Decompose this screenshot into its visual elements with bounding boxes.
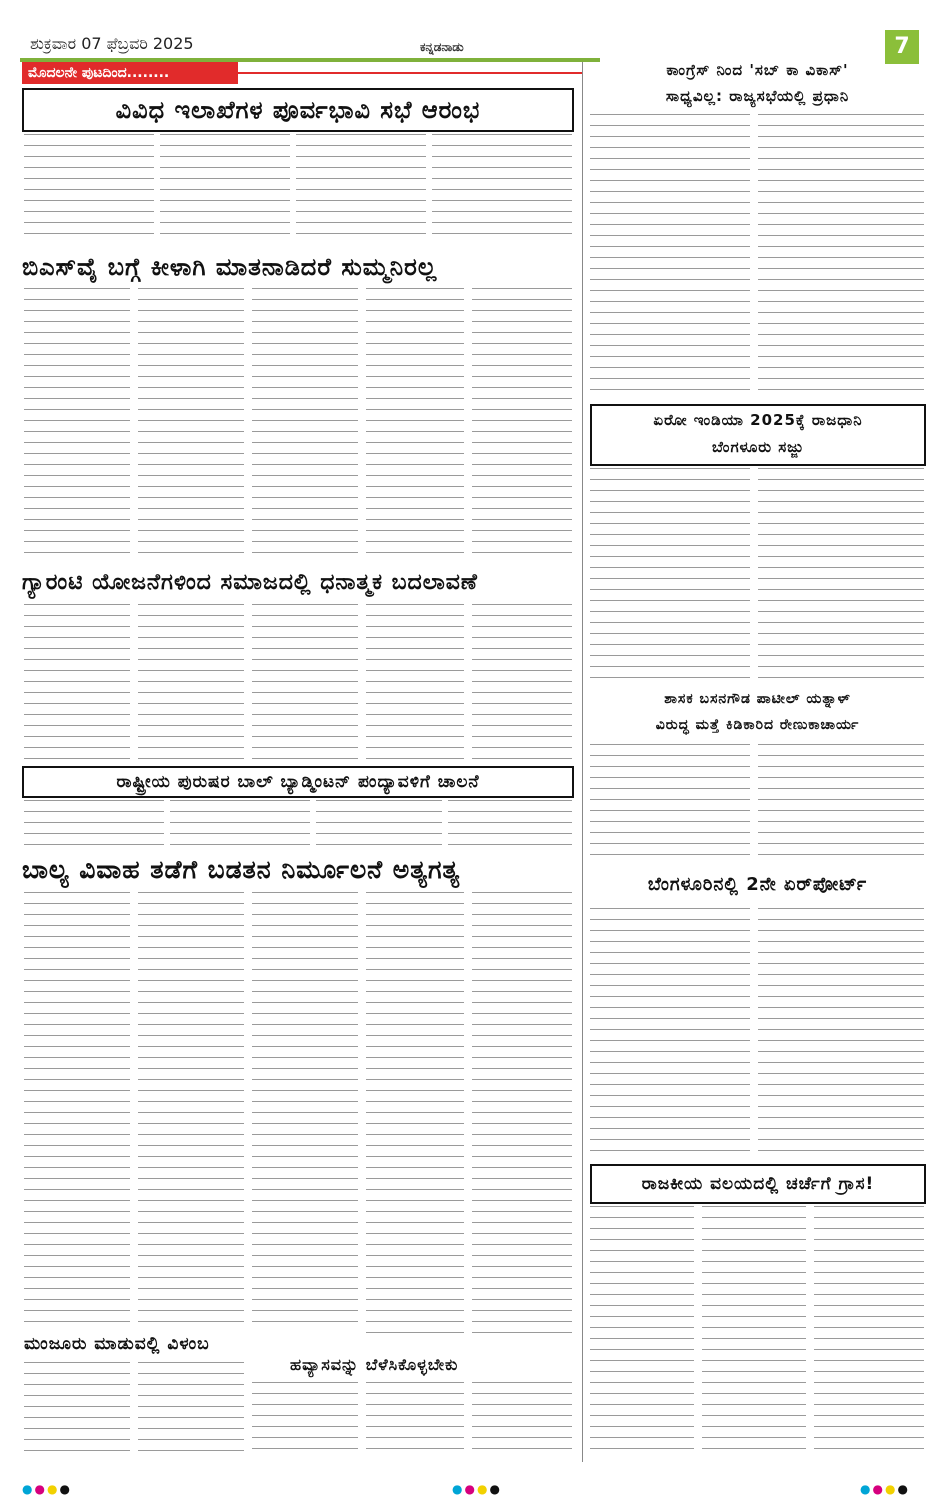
registration-marks-mid: ●●●● — [452, 1482, 502, 1496]
article-a5-col5 — [472, 892, 572, 1342]
article-a3-col2 — [138, 604, 244, 760]
article-a7-col1 — [252, 1382, 358, 1452]
paper-name: ಕನ್ನಡನಾಡು — [420, 40, 464, 54]
article-a6-col2 — [138, 1362, 244, 1452]
issue-date: ಶುಕ್ರವಾರ 07 ಫೆಬ್ರವರಿ 2025 — [30, 34, 194, 53]
headline-a4: ರಾಷ್ಟ್ರೀಯ ಪುರುಷರ ಬಾಲ್ ಬ್ಯಾಡ್ಮಿಂಟನ್ ಪಂದ್ಯಾವಳಿಗೆ ಚಾಲನೆ — [22, 766, 574, 798]
headline-b3-line1: ಶಾಸಕ ಬಸನಗೌಡ ಪಾಟೀಲ್ ಯತ್ನಾಳ್ — [664, 691, 851, 707]
headline-a2: ಬಿಎಸ್‌ವೈ ಬಗ್ಗೆ ಕೀಳಾಗಿ ಮಾತನಾಡಿದರೆ ಸುಮ್ಮನಿರಲ್ಲ — [22, 253, 438, 281]
registration-marks-left: ●●●● — [22, 1482, 72, 1496]
ribbon-rule — [232, 72, 582, 74]
section-ribbon: ಮೊದಲನೇ ಪುಟದಿಂದ........ — [22, 62, 238, 84]
article-a1-col3 — [296, 134, 426, 244]
headline-b2-line2: ಬೆಂಗಳೂರು ಸಜ್ಜು — [711, 438, 805, 456]
article-b5-col2 — [702, 1206, 806, 1456]
headline-a7: ಹವ್ಯಾಸವನ್ನು ಬೆಳೆಸಿಕೊಳ್ಳಬೇಕು — [290, 1355, 459, 1374]
headline-b2-box — [590, 404, 926, 466]
article-b4-col2 — [758, 908, 924, 1158]
article-a2-col4 — [366, 288, 464, 558]
article-b3-col2 — [758, 744, 924, 864]
headline-b2-line1: ಏರೋ ಇಂಡಿಯಾ 2025ಕ್ಕೆ ರಾಜಧಾನಿ — [653, 411, 863, 429]
headline-a3: ಗ್ಯಾರಂಟಿ ಯೋಜನೆಗಳಿಂದ ಸಮಾಜದಲ್ಲಿ ಧನಾತ್ಮಕ ಬದಲಾವಣೆ — [22, 570, 478, 595]
article-b5-col1 — [590, 1206, 694, 1456]
article-b4-col1 — [590, 908, 750, 1158]
article-a2-col1 — [24, 288, 130, 558]
article-a4-col3 — [316, 800, 442, 848]
article-a7-col2 — [366, 1382, 464, 1452]
article-a4-col2 — [170, 800, 310, 848]
article-a2-col2 — [138, 288, 244, 558]
page-number: 7 — [885, 30, 919, 64]
article-a5-col3 — [252, 892, 358, 1322]
registration-marks-right: ●●●● — [860, 1482, 910, 1496]
article-a5-col2 — [138, 892, 244, 1322]
article-a3-col5 — [472, 604, 572, 760]
masthead — [0, 0, 945, 58]
column-divider — [582, 62, 583, 1462]
article-a2-col3 — [252, 288, 358, 558]
article-a5-col1 — [24, 892, 130, 1322]
article-a1-col4 — [432, 134, 572, 244]
article-b1-col1 — [590, 114, 750, 394]
article-b1-col2 — [758, 114, 924, 394]
headline-b1-line2: ಸಾಧ್ಯವಿಲ್ಲ: ರಾಜ್ಯಸಭೆಯಲ್ಲಿ ಪ್ರಧಾನಿ — [665, 87, 850, 105]
article-a1-col1 — [24, 134, 154, 244]
article-a1-col2 — [160, 134, 290, 244]
article-b5-col3 — [814, 1206, 924, 1456]
article-b2-col1 — [590, 468, 750, 678]
article-a3-col4 — [366, 604, 464, 760]
headline-a5: ಬಾಲ್ಯ ವಿವಾಹ ತಡೆಗೆ ಬಡತನ ನಿರ್ಮೂಲನೆ ಅತ್ಯಗತ್ಯ — [22, 855, 461, 884]
headline-a1: ವಿವಿಧ ಇಲಾಖೆಗಳ ಪೂರ್ವಭಾವಿ ಸಭೆ ಆರಂಭ — [22, 88, 574, 132]
headline-a6: ಮಂಜೂರು ಮಾಡುವಲ್ಲಿ ವಿಳಂಬ — [24, 1334, 210, 1354]
article-a3-col3 — [252, 604, 358, 760]
article-a4-col1 — [24, 800, 164, 848]
article-b2-col2 — [758, 468, 924, 678]
article-a6-col1 — [24, 1362, 130, 1452]
article-b3-col1 — [590, 744, 750, 864]
article-a3-col1 — [24, 604, 130, 760]
headline-b1-line1: ಕಾಂಗ್ರೆಸ್ ನಿಂದ 'ಸಬ್ ಕಾ ವಿಕಾಸ್' — [666, 61, 849, 79]
headline-b5: ರಾಜಕೀಯ ವಲಯದಲ್ಲಿ ಚರ್ಚೆಗೆ ಗ್ರಾಸ! — [590, 1164, 926, 1204]
headline-b3-line2: ವಿರುದ್ಧ ಮತ್ತೆ ಕಿಡಿಕಾರಿದ ರೇಣುಕಾಚಾರ್ಯ — [655, 717, 860, 733]
article-a2-col5 — [472, 288, 572, 558]
headline-b4: ಬೆಂಗಳೂರಿನಲ್ಲಿ 2ನೇ ಏರ್‌ಪೋರ್ಟ್ — [647, 874, 868, 895]
article-a5-col4 — [366, 892, 464, 1342]
article-a7-col3 — [472, 1382, 572, 1452]
article-a4-col4 — [448, 800, 572, 848]
